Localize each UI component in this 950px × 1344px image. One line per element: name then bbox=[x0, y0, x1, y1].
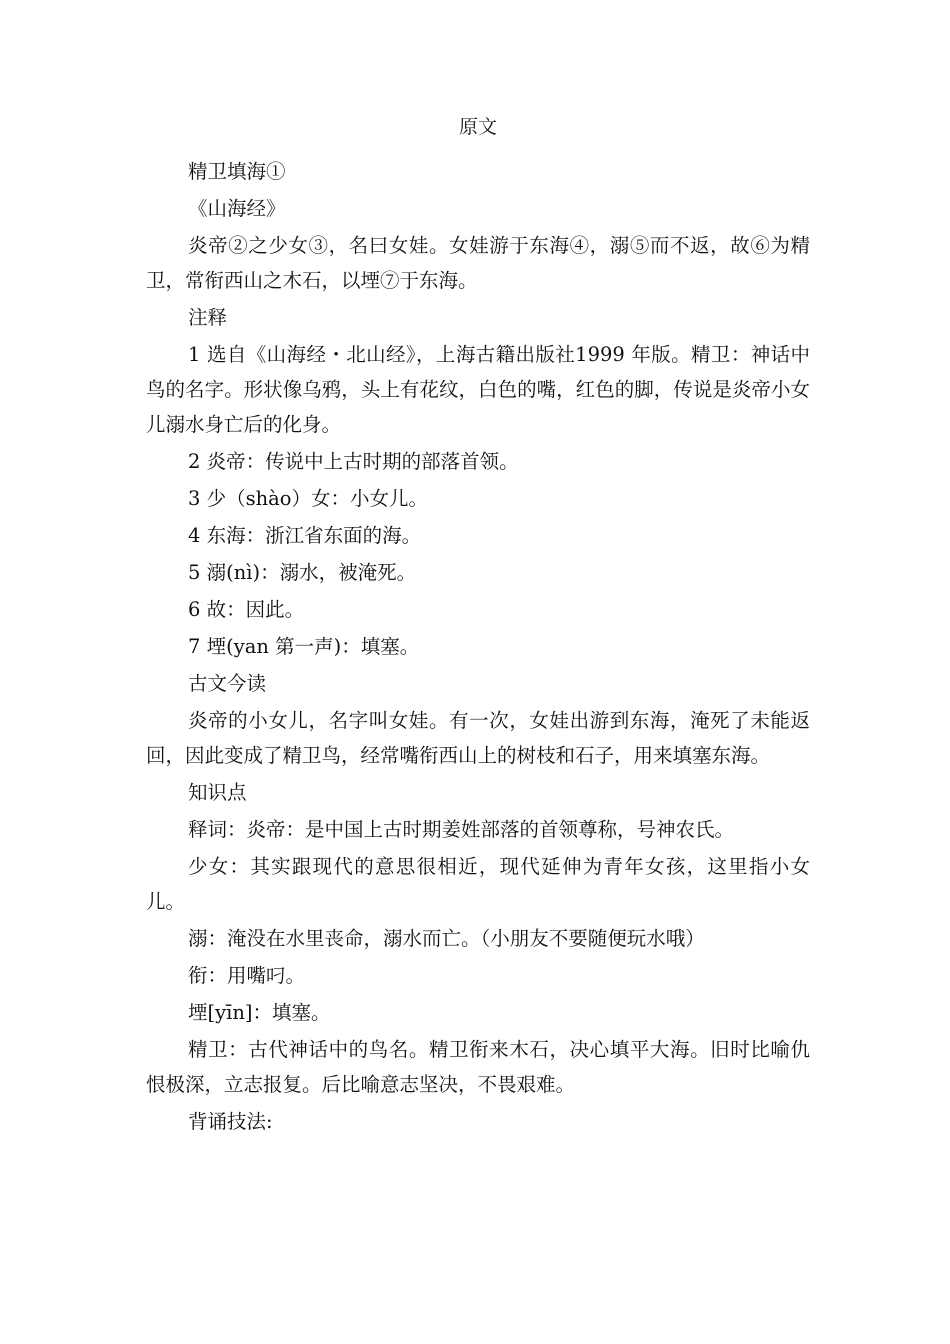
translation-heading: 古文今读 bbox=[188, 672, 267, 695]
translation-text: 炎帝的小女儿，名字叫女娃。有一次，女娃出游到东海，淹死了未能返回，因此变成了精卫鸟，经常嘴衔西山上的树枝和石子，用来填塞东海。 bbox=[146, 709, 810, 767]
note-item: 3 少（shào）女：小女儿。 bbox=[188, 487, 429, 510]
knowledge-item: 精卫：古代神话中的鸟名。精卫衔来木石，决心填平大海。旧时比喻仇恨极深，立志报复。后比喻意志坚决，不畏艰难。 bbox=[146, 1038, 810, 1096]
original-text: 炎帝②之少女③，名曰女娃。女娃游于东海④，溺⑤而不返，故⑥为精卫，常衔西山之木石，以堙⑦于东海。 bbox=[146, 234, 810, 292]
note-item: 7 堙(yan 第一声)：填塞。 bbox=[188, 635, 420, 658]
document-page bbox=[146, 112, 810, 1141]
note-item: 2 炎帝：传说中上古时期的部落首领。 bbox=[188, 450, 519, 473]
knowledge-item: 少女：其实跟现代的意思很相近，现代延伸为青年女孩，这里指小女儿。 bbox=[146, 855, 810, 913]
notes-heading: 注释 bbox=[188, 306, 228, 329]
note-item: 1 选自《山海经・北山经》，上海古籍出版社1999 年版。精卫：神话中鸟的名字。形状像乌鸦，头上有花纹，白色的嘴，红色的脚，传说是炎帝小女儿溺水身亡后的化身。 bbox=[146, 343, 810, 436]
source-book: 《山海经》 bbox=[188, 197, 286, 220]
knowledge-item: 溺：淹没在水里丧命，溺水而亡。（小朋友不要随便玩水哦） bbox=[188, 927, 705, 950]
knowledge-item: 衔：用嘴叼。 bbox=[188, 964, 306, 987]
note-item: 5 溺(nì)：溺水，被淹死。 bbox=[188, 561, 417, 584]
knowledge-item: 释词：炎帝：是中国上古时期姜姓部落的首领尊称，号神农氏。 bbox=[188, 818, 735, 841]
note-item: 4 东海：浙江省东面的海。 bbox=[188, 524, 422, 547]
document-title: 原文 bbox=[458, 116, 497, 138]
section-heading-title: 精卫填海① bbox=[188, 160, 286, 183]
note-item: 6 故：因此。 bbox=[188, 598, 305, 621]
knowledge-heading: 知识点 bbox=[188, 781, 247, 804]
knowledge-item: 堙[yīn]：填塞。 bbox=[188, 1001, 331, 1024]
recitation-heading: 背诵技法: bbox=[188, 1110, 273, 1133]
